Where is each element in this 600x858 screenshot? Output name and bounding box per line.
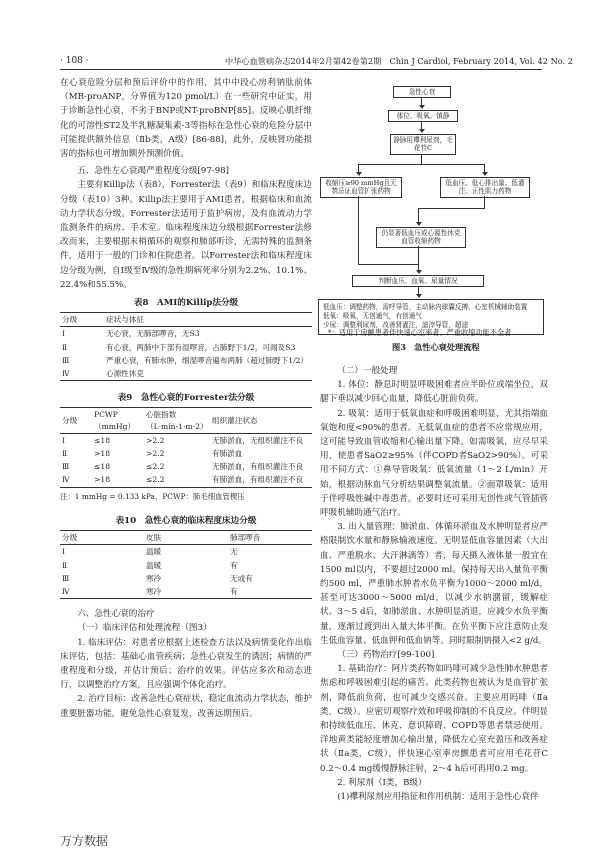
table-cell: Ⅰ bbox=[62, 329, 65, 339]
table-cell: Ⅲ bbox=[62, 573, 70, 583]
table-row bbox=[60, 433, 312, 447]
table-cell: 寒冷 bbox=[144, 585, 228, 599]
table-cell: Ⅳ bbox=[60, 585, 144, 599]
section-6-title: 六、急性心衰的治疗 bbox=[77, 609, 155, 620]
table10-header: 皮肤 bbox=[144, 531, 228, 545]
table-row bbox=[60, 354, 312, 367]
flow-node-vasodilator: 收缩压≥90 mmHg且无禁忌证血管扩张药物 bbox=[320, 177, 402, 198]
table8-header: 分级 bbox=[60, 313, 104, 327]
table9-header: PCWP（mmHg） bbox=[92, 408, 144, 433]
table-row bbox=[60, 585, 312, 599]
table-cell: 有肺淤血，有组织灌注不良 bbox=[210, 473, 312, 487]
left-column bbox=[60, 76, 312, 721]
flow-node-vasopressor: 仍显著低血压或心源性休克血管收缩药物 bbox=[376, 227, 466, 248]
page-number: · 108 · bbox=[60, 56, 89, 66]
item-2-treatment-goals: 2. 治疗目标：改善急性心衰症状，稳定血流动力学状态，维护重要脏器功能，避免急性心衰复发，改善远期预后。 bbox=[60, 694, 312, 719]
table9-header: 组织灌注状态 bbox=[210, 408, 312, 433]
table-row bbox=[60, 545, 312, 559]
table-row bbox=[60, 341, 312, 354]
subsection-drugs: （三）药物治疗[99-100] bbox=[337, 650, 435, 661]
flow-connector bbox=[418, 246, 419, 264]
flow-arrow bbox=[416, 294, 422, 298]
table9 bbox=[60, 407, 312, 487]
flow-node-diuretics: 静脉用襻利尿剂，毛花苷C bbox=[390, 134, 456, 155]
table-cell: 有肺淤血 bbox=[212, 449, 243, 459]
table-cell: 温暖 bbox=[146, 560, 162, 570]
table-cell: 无心衰，无肺部啰音，无S3 bbox=[106, 329, 200, 339]
table-cell: Ⅱ bbox=[62, 342, 68, 352]
table10-caption: 表10 急性心衰的临床程度床边分级 bbox=[115, 515, 257, 526]
flow-connector bbox=[358, 196, 359, 264]
item-loop-diuretics: (1)襻利尿剂应用指征和作用机制：适用于急性心衰伴 bbox=[337, 792, 539, 803]
section-6-subtitle: （一）临床评估和处理流程（图3） bbox=[77, 623, 212, 634]
table-row bbox=[60, 460, 312, 473]
flow-arrow bbox=[416, 222, 422, 226]
table-cell: 无 bbox=[230, 547, 238, 557]
table-cell: >2.2 bbox=[146, 449, 165, 459]
table10-header: 分级 bbox=[60, 531, 144, 545]
flow-node-inotrope: 低血压、低心排出量、低灌注、正性肌力药物 bbox=[440, 177, 530, 198]
table9-caption: 表9 急性心衰的Forrester法分级 bbox=[117, 393, 255, 404]
table-cell: Ⅲ bbox=[62, 355, 70, 365]
table-row bbox=[60, 473, 312, 487]
item-diuretics: 2. 利尿剂（Ⅰ类，B级） bbox=[337, 777, 427, 788]
flow-arrow bbox=[416, 270, 422, 274]
table-cell: 有 bbox=[228, 585, 312, 599]
table-cell: 无或有 bbox=[230, 573, 253, 583]
section-5-title: 五、急性左心衰竭严重程度分级[97-98] bbox=[77, 166, 229, 177]
table-cell: 温暖 bbox=[146, 547, 162, 557]
table8 bbox=[60, 312, 312, 381]
flow-connector bbox=[358, 164, 484, 165]
table-row bbox=[60, 447, 312, 460]
flow-hypoxia: 低氧：吸氧，无创通气，有创通气 bbox=[323, 312, 422, 321]
flow-connector bbox=[418, 208, 485, 209]
table-cell: Ⅲ bbox=[62, 462, 70, 472]
flow-arrow bbox=[419, 129, 425, 133]
table8-header: 症状与体征 bbox=[104, 313, 312, 327]
table-cell: Ⅳ bbox=[60, 473, 92, 487]
table-cell: ≤18 bbox=[94, 462, 111, 472]
flow-connector bbox=[358, 264, 419, 265]
table-cell: Ⅱ bbox=[62, 560, 68, 570]
flow-connector bbox=[484, 196, 485, 208]
flow-oliguria: 少尿：调整利尿剂，改善肾灌注，滤滓导管，超滤 bbox=[323, 321, 469, 330]
table-cell: >18 bbox=[92, 473, 144, 487]
table-cell: ≤2.2 bbox=[144, 473, 210, 487]
flow-arrow bbox=[482, 172, 488, 176]
table-row bbox=[60, 367, 312, 381]
table10-header: 肺部啰音 bbox=[228, 531, 312, 545]
table-cell: Ⅰ bbox=[62, 435, 65, 445]
table-cell: 寒冷 bbox=[146, 573, 162, 583]
table8-caption: 表8 AMI的Killip法分级 bbox=[133, 298, 239, 309]
table-row bbox=[60, 559, 312, 572]
item-oxygen: 2. 吸氧：适用于低氧血症和呼吸困难明显，尤其指端血氧饱和度<90%的患者。无低氧血症的患者不应常规应用，这可能导致血管收缩和心输出量下降。如需吸氧，应尽早采用，使患者SaO2≥95%（伴COPD者SaO2>90%）。可采用不同方式：①鼻导管吸氧：低氧流量（1～2 L/min）开始，根据动脉血气分析结果调整氧流量。②面罩吸氧：适用于伴呼吸性碱中毒患者。必要时还可采用无创性或气管插管呼吸机辅助通气治疗。 bbox=[320, 408, 548, 519]
flow-node-position-oxygen: 体位、吸氧、镇静 bbox=[388, 110, 458, 122]
table-cell: Ⅱ bbox=[62, 449, 68, 459]
table-cell: 有 bbox=[230, 560, 238, 570]
figure-3-caption: 图3 急性心衰处理流程 bbox=[392, 342, 480, 352]
intro-paragraph: 在心衰危险分层和预后评价中的作用，其中中段心房利钠肽前体（MR-proANP，分界值为120 pmol/L）在一些研究中证实，用于诊断急性心衰，不劣于BNP或NT-proBNP[85]。反映心肌纤维化的可溶性ST2及半乳糖凝集素-3等指标在急性心衰的危险分层中可能提供额外信息（Ⅱb类，A级）[86-88]，此外，反映肾功能损害的指标也可增加额外预测价值。 bbox=[60, 78, 312, 160]
table-cell: Ⅰ bbox=[62, 547, 65, 557]
table-cell: ≤2.2 bbox=[146, 462, 165, 472]
flow-arrow bbox=[419, 105, 425, 109]
table-cell: ≤18 bbox=[94, 435, 111, 445]
flow-arrow bbox=[356, 172, 362, 176]
flowchart-note: *：适用于房颤患者伴快速心室率者、严重收缩功能不全者 bbox=[328, 328, 512, 337]
table-cell: 严重心衰，有肺水肿，细湿啰音遍布两肺（超过肺野下1/2） bbox=[106, 355, 309, 365]
right-column bbox=[320, 364, 548, 804]
table-cell: 无肺淤血，无组织灌注不良 bbox=[212, 435, 304, 445]
table-cell: Ⅳ bbox=[60, 367, 104, 381]
table-row bbox=[60, 327, 312, 341]
table9-note: 注：1 mmHg = 0.133 kPa，PCWP：肺毛细血管楔压 bbox=[60, 491, 245, 501]
flow-hypotension: 低血压：调整药物，需呼导管，主动脉内球囊反搏，心室机械辅助装置 bbox=[323, 303, 528, 311]
item-1-clinical-assessment: 1. 临床评估：对患者应根据上述检查方法以及病情变化作出临床评估，包括：基础心血管疾病；急性心衰发生的诱因；病情的严重程度和分级，并估计预后；治疗的效果。评估应多次和动态进行，以调整治疗方案，且应强调个体化治疗。 bbox=[60, 637, 312, 691]
item-position: 1. 体位：静息时明显呼吸困难者应半卧位或端坐位，双腿下垂以减少回心血量，降低心脏前负荷。 bbox=[320, 380, 548, 405]
wanfang-logo: 万方数据 bbox=[60, 834, 109, 848]
table-row bbox=[60, 572, 312, 585]
header-rule bbox=[60, 69, 542, 70]
table-cell: 有心衰，两肺中下部有湿啰音，占肺野下1/2，可闻及S3 bbox=[106, 342, 296, 352]
table-cell: 无肺淤血，有组织灌注不良 bbox=[212, 462, 304, 472]
table-cell: 心源性休克 bbox=[104, 367, 312, 381]
table-cell: >2.2 bbox=[146, 435, 165, 445]
item-fluid-balance: 3. 出入量管理：肺淤血、体循环淤血及水肿明显者应严格限制饮水量和静脉输液速度。无明显低血容量因素（大出血、严重脱水、大汗淋漓等）者，每天摄入液体量一般宜在1500 ml以内，不要超过2000 ml。保持每天出入量负平衡约500 ml，严重肺水肿者水负平衡为1000～2000 ml/d，甚至可达3000～5000 ml/d，以减少水钠潴留，缓解症状。3～5 d后，如肺淤血、水肿明显消退，应减少水负平衡量，逐渐过渡到出入量大体平衡。在负平衡下应注意防止发生低血容量、低血钾和低血钠等。同时限制钠摄入<2 g/d。 bbox=[320, 522, 548, 646]
table10 bbox=[60, 530, 312, 599]
table-cell: >18 bbox=[94, 449, 111, 459]
table9-header: 分级 bbox=[60, 408, 92, 433]
item-basic-therapy: 1. 基础治疗：阿片类药物如吗啡可减少急性肺水肿患者焦虑和呼吸困难引起的痛苦。此类药物也被认为是血管扩张剂，降低前负荷，也可减少交感兴奋。主要应用吗啡（Ⅱa类，C级）。应密切观察疗效和呼吸抑制的不良反应。伴明显和持续低血压、休克、意识障碍、COPD等患者禁忌使用。洋地黄类能轻度增加心输出量，降低左心室充盈压和改善症状（Ⅱa类，C级），伴快速心室率房颤患者可应用毛花苷C 0.2～0.4 mg缓慢静脉注射，2～4 h后可再用0.2 mg。 bbox=[320, 664, 548, 774]
journal-header: 中华心血管病杂志2014年2月第42卷第2期 Chin J Cardiol, February 2014, Vol. 42 No. 2 bbox=[225, 56, 573, 66]
table9-header: 心脏指数（L·min-1·m-2） bbox=[144, 408, 210, 433]
flow-node-acute-hf: 急性心衰 bbox=[393, 86, 451, 98]
flow-connector bbox=[421, 154, 422, 164]
section-5-text: 主要有Killip法（表8），Forrester法（表9）和临床程度床边分级（表10）3种。Killip法主要用于AMI患者，根据临床和血流动力学状态分级。Forrester法适用于监护病房，及有血流动力学监测条件的病房、手术室。临床程度床边分级根据Forrester法修改而来，主要根据末梢循环的观察和肺部听诊，无需特殊的监测条件，适用于一般的门诊和住院患者。以Forrester法和临床程度床边分级为例，自Ⅰ级至Ⅳ级的急性期病死率分别为2.2%、10.1%、22.4%和55.5%。 bbox=[60, 180, 312, 290]
subsection-general: （二）一般处理 bbox=[337, 366, 398, 376]
flow-node-assess: 判断血压、血氧、尿量情况 bbox=[352, 275, 484, 287]
